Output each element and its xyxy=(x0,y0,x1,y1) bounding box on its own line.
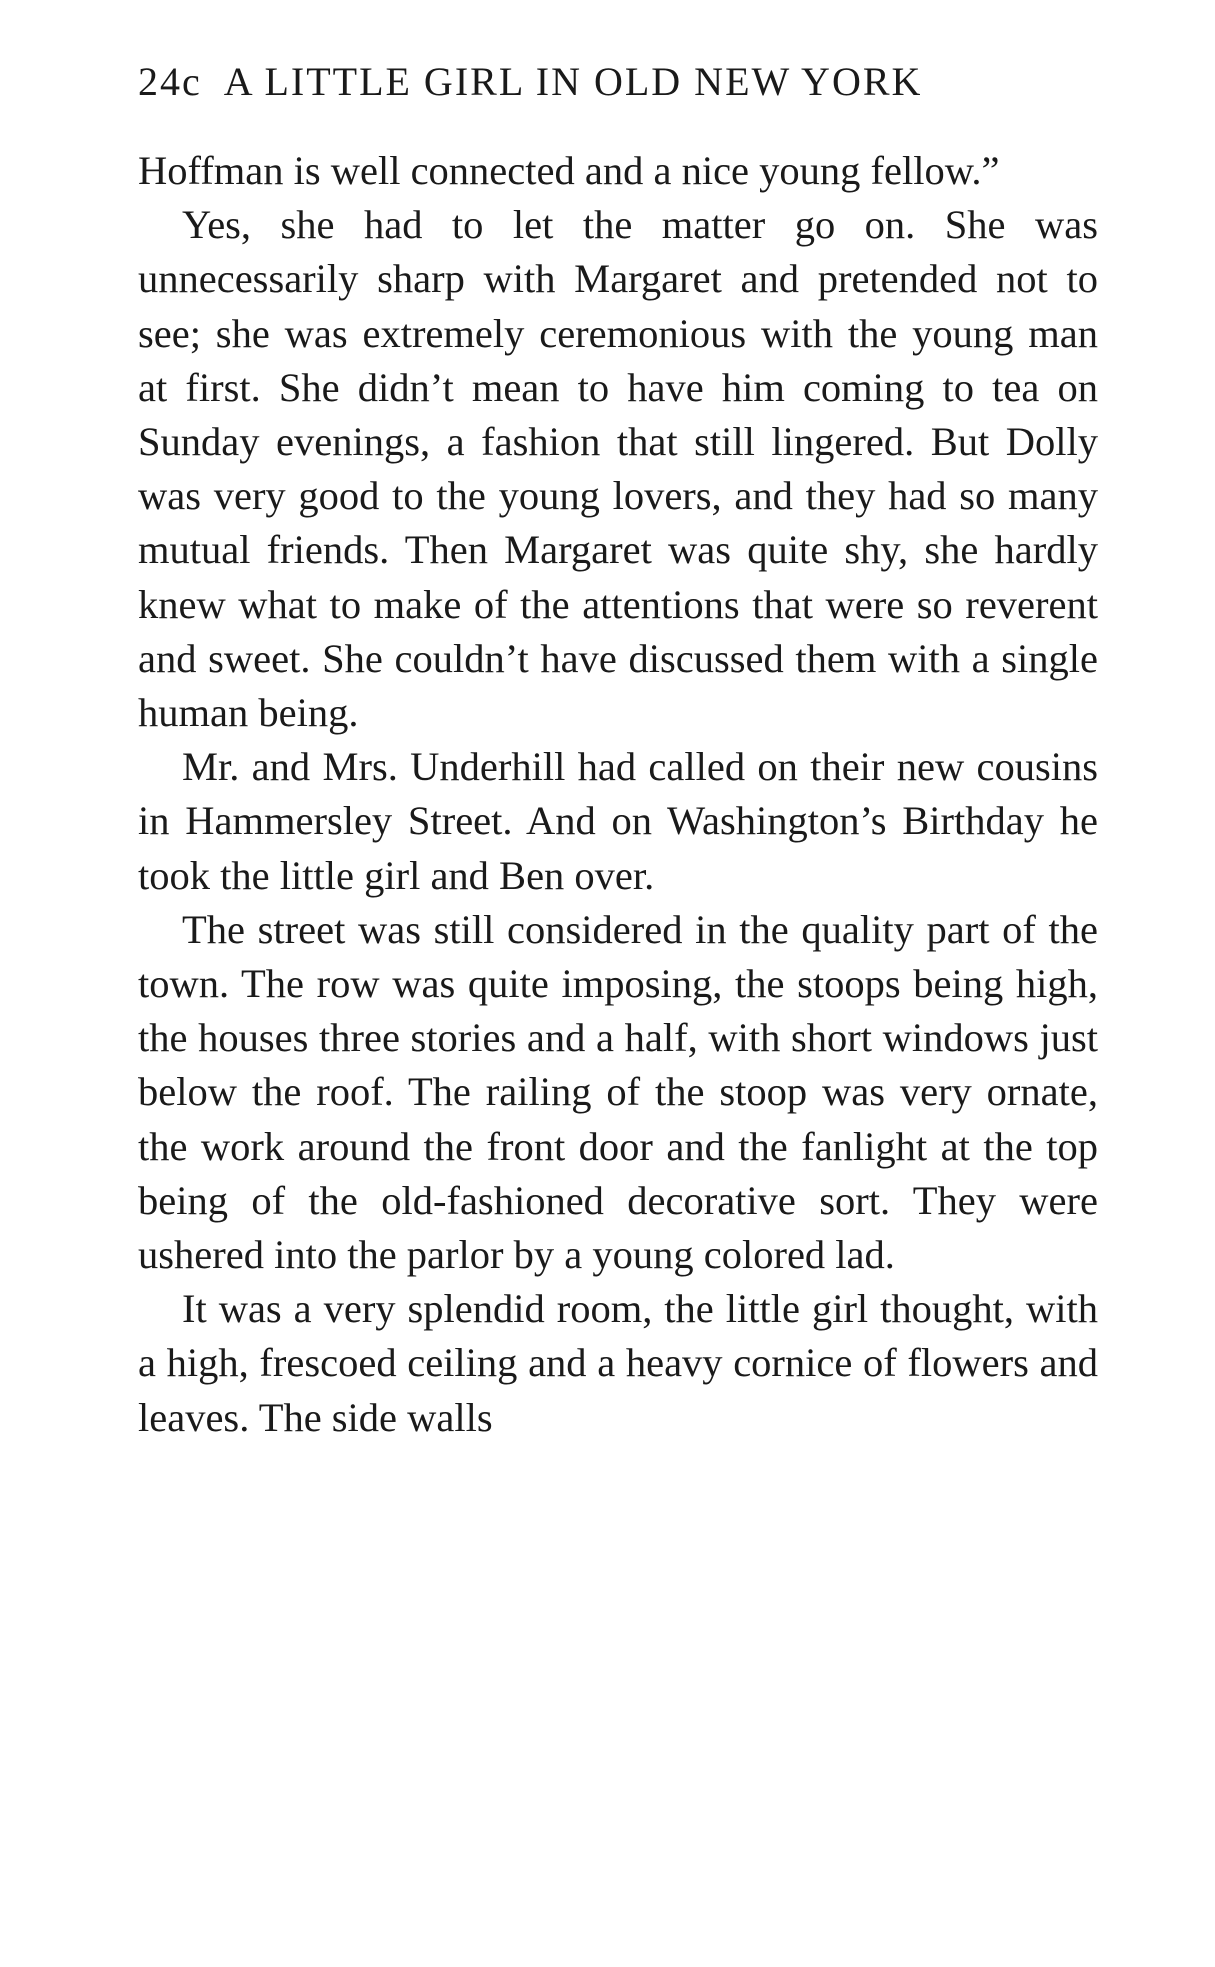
body-text xyxy=(138,144,1098,1445)
paragraph: Yes, she had to let the matter go on. She was unnecessarily sharp with Margaret and pretended not to see; she was extremely ceremonious with the young man at first. She didn’t mean to have him coming to tea on Sunday evenings, a fashion that still lingered. But Dolly was very good to the young lovers, and they had so many mutual friends. Then Margaret was quite shy, she hardly knew what to make of the attentions that were so reverent and sweet. She couldn’t have discussed them with a single human being. xyxy=(138,202,1098,736)
page-number: 24c xyxy=(138,59,202,104)
running-head xyxy=(138,52,1098,112)
paragraph: Mr. and Mrs. Underhill had called on their new cousins in Hammersley Street. And on Washington’s Birthday he took the little girl and Ben over. xyxy=(138,744,1098,898)
running-title: A LITTLE GIRL IN OLD NEW YORK xyxy=(223,59,923,104)
paragraph: The street was still considered in the quality part of the town. The row was quite imposing, the stoops being high, the houses three stories and a half, with short windows just below the roof. The railing of the stoop was very ornate, the work around the front door and the fanlight at the top being of the old-fashioned decorative sort. They were ushered into the parlor by a young colored lad. xyxy=(138,906,1098,1278)
paragraph-continued: Hoffman is well connected and a nice young fellow.” xyxy=(138,148,1000,193)
paragraph: It was a very splendid room, the little girl thought, with a high, frescoed ceiling and a heavy cornice of flowers and leaves. The side walls xyxy=(138,1286,1098,1440)
